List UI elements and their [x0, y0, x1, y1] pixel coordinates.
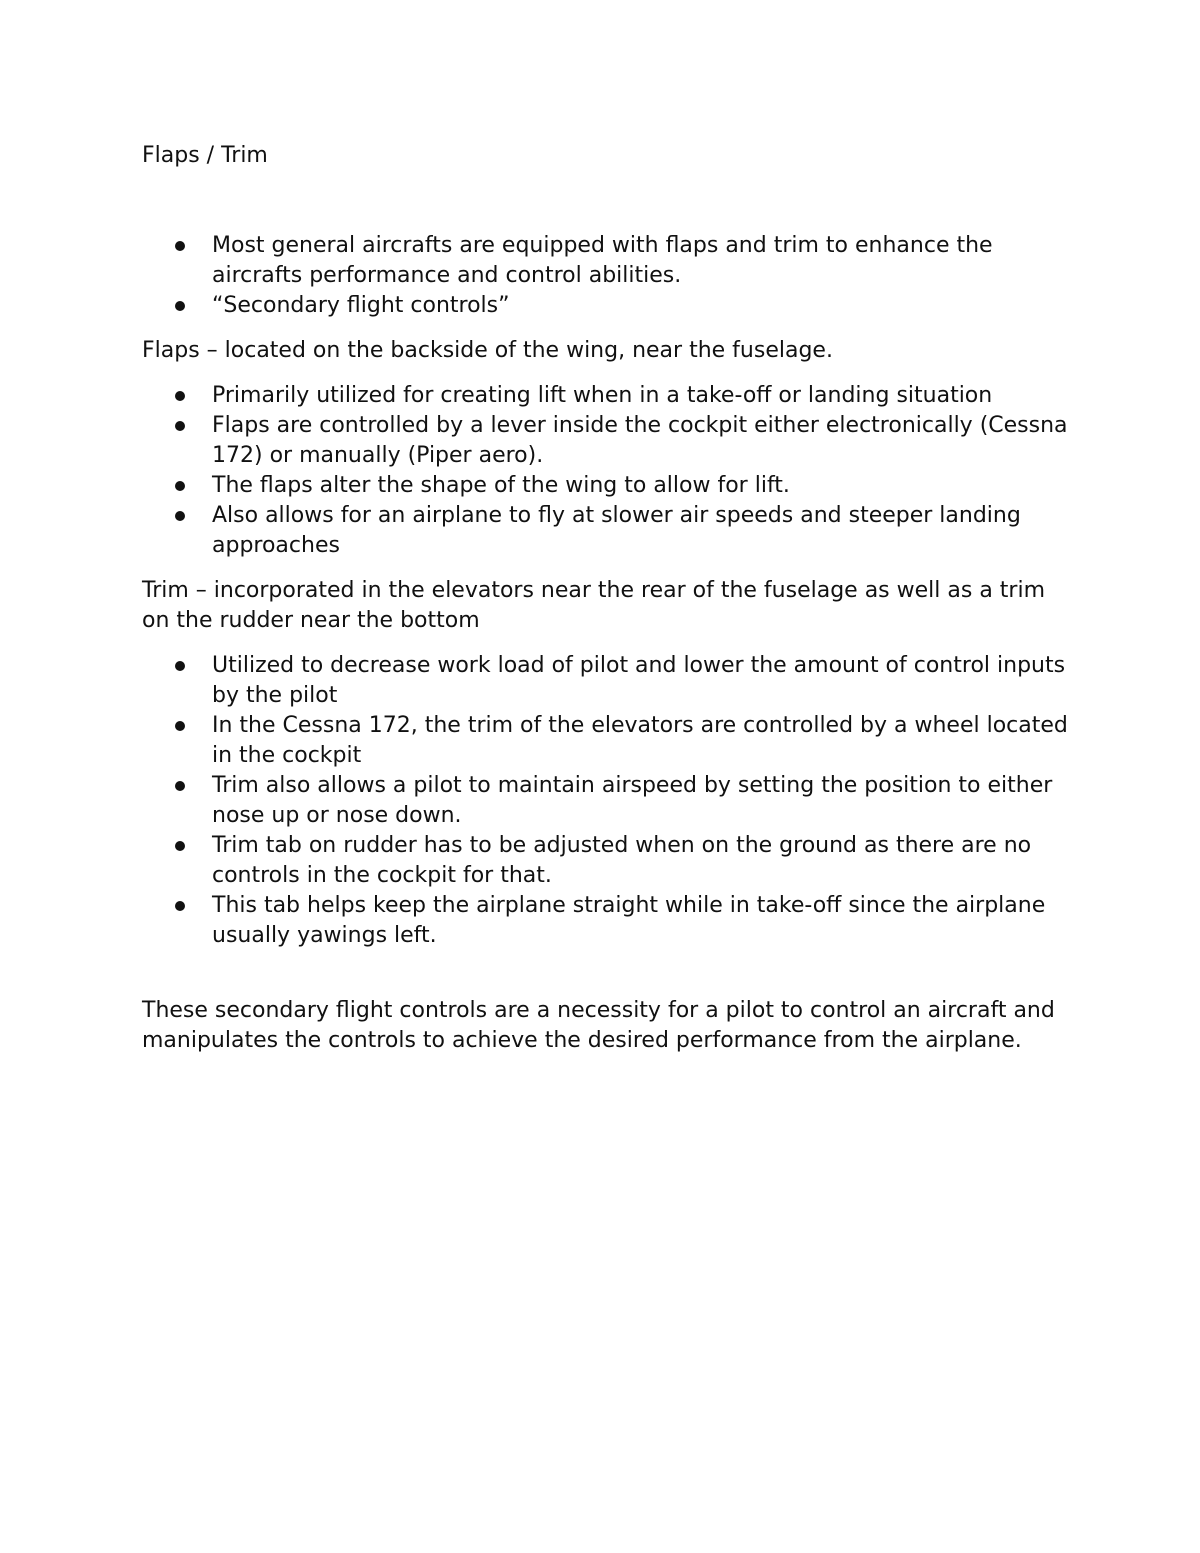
list-item — [212, 831, 1072, 891]
trim-bullet-list — [142, 651, 1072, 951]
document-body — [142, 141, 1072, 1071]
flaps-bullet-list — [142, 381, 1072, 561]
list-item — [212, 231, 1072, 291]
list-item — [212, 651, 1072, 711]
bullet-icon — [175, 241, 185, 251]
bullet-icon — [175, 661, 185, 671]
intro-bullet-list — [142, 231, 1072, 321]
closing-paragraph: These secondary flight controls are a necessity for a pilot to control an aircraft and manipulates the controls to achieve the desired performance from the airplane. — [142, 998, 1055, 1053]
list-item-text: Most general aircrafts are equipped with flaps and trim to enhance the aircrafts performance and control abilities. — [212, 233, 993, 288]
bullet-icon — [175, 421, 185, 431]
list-item — [212, 501, 1072, 561]
list-item — [212, 471, 1072, 501]
bullet-icon — [175, 301, 185, 311]
list-item-text: Primarily utilized for creating lift when in a take-off or landing situation — [212, 383, 993, 408]
list-item — [212, 381, 1072, 411]
list-item — [212, 291, 1072, 321]
list-item-text: “Secondary flight controls” — [212, 293, 510, 318]
bullet-icon — [175, 721, 185, 731]
trim-heading: Trim – incorporated in the elevators near the rear of the fuselage as well as a trim on the rudder near the bottom — [142, 578, 1046, 633]
list-item-text: In the Cessna 172, the trim of the elevators are controlled by a wheel located in the cockpit — [212, 713, 1068, 768]
flaps-heading: Flaps – located on the backside of the wing, near the fuselage. — [142, 338, 833, 363]
list-item-text: Trim also allows a pilot to maintain airspeed by setting the position to either nose up or nose down. — [212, 773, 1053, 828]
bullet-icon — [175, 511, 185, 521]
bullet-icon — [175, 841, 185, 851]
list-item — [212, 771, 1072, 831]
bullet-icon — [175, 481, 185, 491]
list-item-text: This tab helps keep the airplane straight while in take-off since the airplane usually yawings left. — [212, 893, 1046, 948]
list-item — [212, 891, 1072, 951]
bullet-icon — [175, 781, 185, 791]
bullet-icon — [175, 901, 185, 911]
list-item-text: Trim tab on rudder has to be adjusted when on the ground as there are no controls in the cockpit for that. — [212, 833, 1032, 888]
list-item-text: Flaps are controlled by a lever inside the cockpit either electronically (Cessna 172) or manually (Piper aero). — [212, 413, 1068, 468]
list-item-text: Also allows for an airplane to fly at slower air speeds and steeper landing approaches — [212, 503, 1021, 558]
list-item — [212, 411, 1072, 471]
bullet-icon — [175, 391, 185, 401]
list-item — [212, 711, 1072, 771]
list-item-text: Utilized to decrease work load of pilot and lower the amount of control inputs by the pilot — [212, 653, 1066, 708]
list-item-text: The flaps alter the shape of the wing to allow for lift. — [212, 473, 790, 498]
document-title: Flaps / Trim — [142, 143, 268, 168]
